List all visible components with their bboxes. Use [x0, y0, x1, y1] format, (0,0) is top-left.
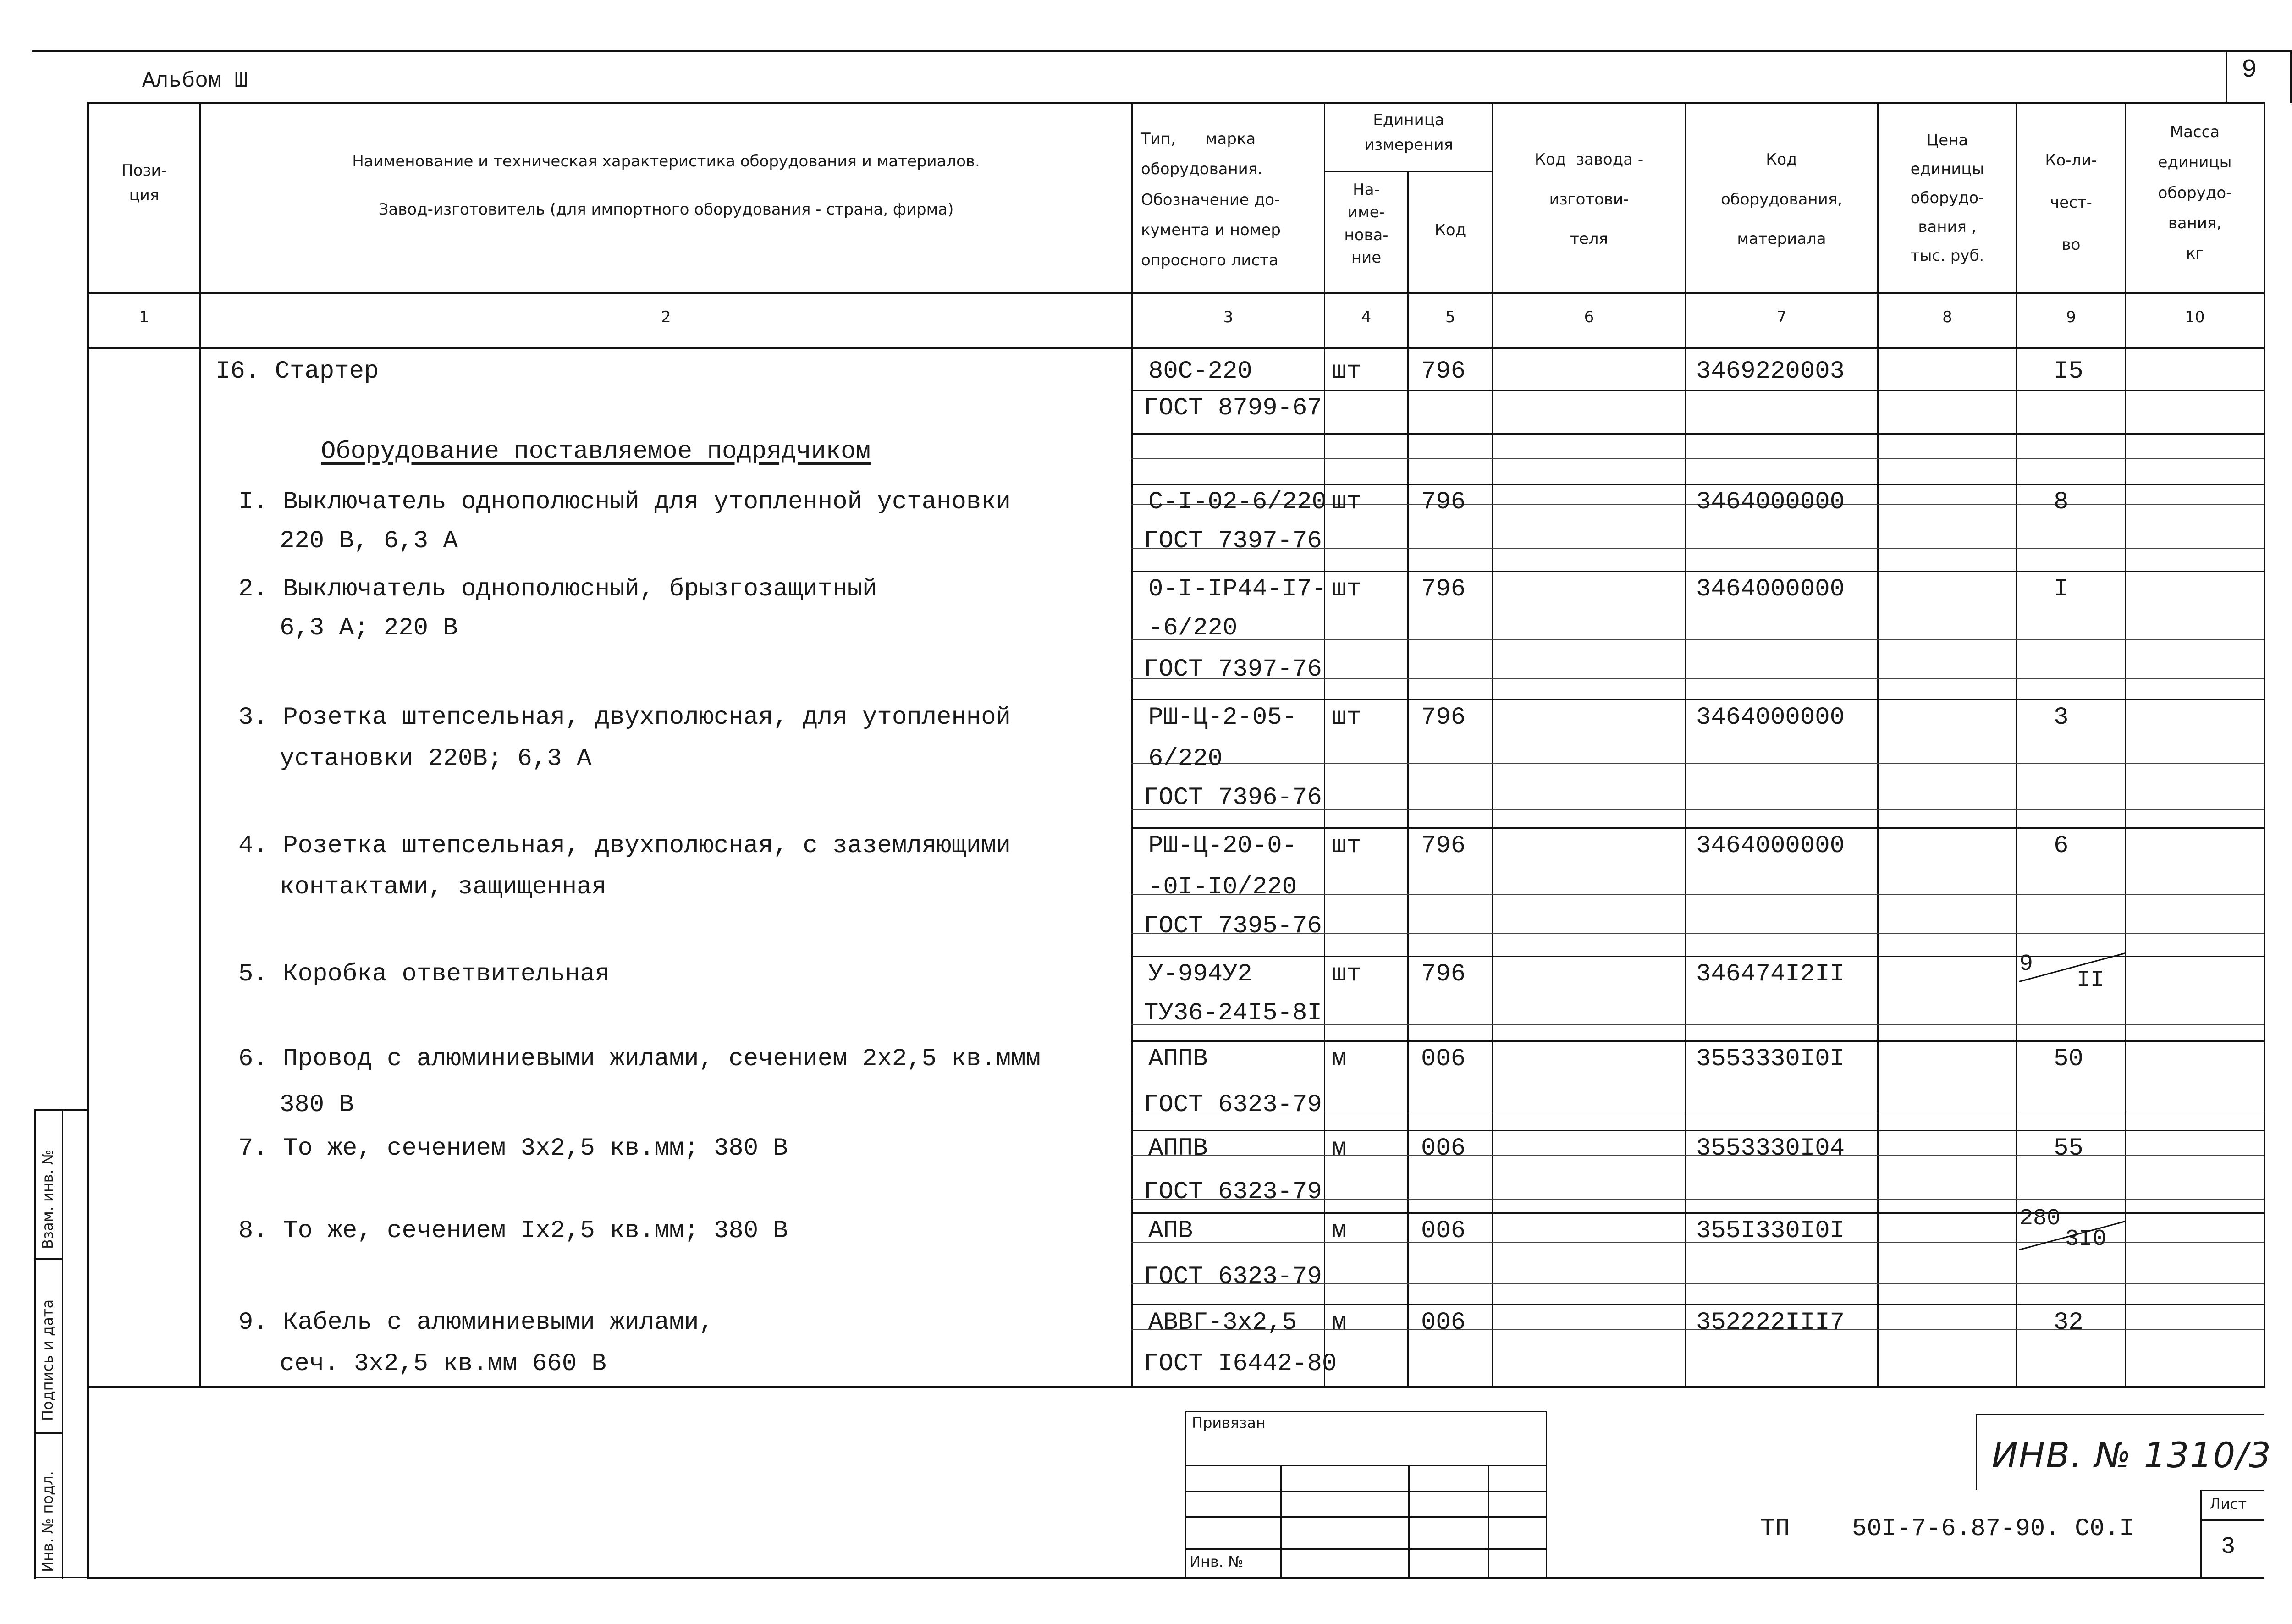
- col-number-2: 2: [661, 308, 671, 326]
- cell-name: 6,3 А; 220 В: [280, 614, 458, 642]
- cell-name: установки 220В; 6,3 А: [280, 745, 592, 773]
- side-label-podpis: Подпись и дата: [39, 1299, 56, 1421]
- cell-name: 7. То же, сечением 3х2,5 кв.мм; 380 В: [238, 1134, 788, 1162]
- cell-name: I6. Стартер: [215, 358, 379, 385]
- cell-code: 006: [1421, 1045, 1466, 1073]
- cell-unit: шт: [1332, 704, 1361, 732]
- header-unit: Единица измерения: [1364, 111, 1454, 154]
- cell-name: Оборудование поставляемое подрядчиком: [321, 438, 871, 466]
- cell-type: ГОСТ 6323-79: [1144, 1178, 1322, 1206]
- fraction-bottom: 3I0: [2065, 1226, 2107, 1252]
- cell-qty: I5: [2054, 358, 2083, 385]
- cell-name: 2. Выключатель однополюсный, брызгозащитный: [238, 575, 877, 603]
- header-factory-code: Код завода - изготови- теля: [1534, 150, 1644, 248]
- cell-name: 380 В: [280, 1091, 354, 1119]
- col-number-8: 8: [1942, 308, 1952, 326]
- cell-type: -6/220: [1148, 614, 1238, 642]
- cell-code: 796: [1421, 575, 1466, 603]
- cell-name: 9. Кабель с алюминиевыми жилами,: [238, 1309, 714, 1337]
- cell-qty: 8: [2054, 488, 2069, 516]
- side-label-inv-podl: Инв. № подл.: [39, 1471, 56, 1572]
- cell-eqcode: 3464000000: [1696, 488, 1845, 516]
- cell-eqcode: 3464000000: [1696, 575, 1845, 603]
- cell-unit: шт: [1332, 358, 1361, 385]
- cell-name: I. Выключатель однополюсный для утопленной установки: [238, 488, 1011, 516]
- cell-code: 796: [1421, 358, 1466, 385]
- cell-type: ГОСТ 7396-76: [1144, 784, 1322, 812]
- cell-type: АВВГ-3х2,5: [1148, 1309, 1297, 1337]
- album-title: Альбом Ш: [142, 69, 248, 94]
- fraction-top: 9: [2019, 951, 2033, 977]
- cell-qty: 55: [2054, 1134, 2083, 1162]
- cell-name: 5. Коробка ответвительная: [238, 960, 610, 988]
- cell-qty: 32: [2054, 1309, 2083, 1337]
- cell-code: 796: [1421, 832, 1466, 860]
- cell-qty: 50: [2054, 1045, 2083, 1073]
- cell-type: АППВ: [1148, 1134, 1208, 1162]
- doc-code: 50I-7-6.87-90. С0.I: [1852, 1515, 2134, 1543]
- cell-type: 80С-220: [1148, 358, 1252, 385]
- cell-unit: м: [1332, 1309, 1347, 1337]
- cell-type: У-994У2: [1148, 960, 1252, 988]
- cell-unit: шт: [1332, 488, 1361, 516]
- cell-code: 796: [1421, 488, 1466, 516]
- header-quantity: Ко-ли- чест- во: [2045, 151, 2097, 254]
- page-corner-number: 9: [2242, 55, 2257, 84]
- doc-code-prefix: ТП: [1760, 1515, 1790, 1543]
- cell-type: РШ-Ц-20-0-: [1148, 832, 1297, 860]
- cell-unit: шт: [1332, 960, 1361, 988]
- header-price: Цена единицы оборудо- вания , тыс. руб.: [1910, 131, 1984, 265]
- col-number-5: 5: [1445, 308, 1455, 326]
- cell-unit: м: [1332, 1217, 1347, 1245]
- col-number-4: 4: [1361, 308, 1372, 326]
- header-unit-name: На- име- нова- ние: [1344, 181, 1388, 267]
- cell-code: 006: [1421, 1217, 1466, 1245]
- cell-name: 4. Розетка штепсельная, двухполюсная, с заземляющими: [238, 832, 1011, 860]
- cell-eqcode: 346474I2II: [1696, 960, 1845, 988]
- fraction-top: 280: [2019, 1206, 2061, 1232]
- cell-eqcode: 3469220003: [1696, 358, 1845, 385]
- cell-eqcode: 3553330I0I: [1696, 1045, 1845, 1073]
- cell-name: 3. Розетка штепсельная, двухполюсная, для утопленной: [238, 704, 1011, 732]
- cell-unit: м: [1332, 1134, 1347, 1162]
- cell-type: 6/220: [1148, 745, 1223, 773]
- cell-name: 220 В, 6,3 А: [280, 527, 458, 555]
- col-number-9: 9: [2066, 308, 2076, 326]
- cell-eqcode: 3553330I04: [1696, 1134, 1845, 1162]
- cell-code: 006: [1421, 1134, 1466, 1162]
- cell-type: РШ-Ц-2-05-: [1148, 704, 1297, 732]
- header-position: Пози- ция: [121, 161, 167, 205]
- col-number-3: 3: [1223, 308, 1234, 326]
- header-unit-code: Код: [1434, 221, 1466, 239]
- cell-unit: шт: [1332, 832, 1361, 860]
- cell-eqcode: 3464000000: [1696, 832, 1845, 860]
- cell-qty: 6: [2054, 832, 2069, 860]
- col-number-6: 6: [1584, 308, 1594, 326]
- cell-eqcode: 352222III7: [1696, 1309, 1845, 1337]
- cell-unit: шт: [1332, 575, 1361, 603]
- cell-name: 8. То же, сечением Iх2,5 кв.мм; 380 В: [238, 1217, 788, 1245]
- cell-type: ТУ36-24I5-8I: [1144, 999, 1322, 1027]
- cell-type: ГОСТ 6323-79: [1144, 1263, 1322, 1291]
- cell-type: ГОСТ 7395-76: [1144, 912, 1322, 940]
- sheet-number: 3: [2221, 1533, 2236, 1560]
- cell-code: 796: [1421, 704, 1466, 732]
- cell-type: -0I-I0/220: [1148, 873, 1297, 901]
- cell-code: 006: [1421, 1309, 1466, 1337]
- cell-type: ГОСТ 8799-67: [1144, 394, 1322, 422]
- cell-type: 0-I-IP44-I7-: [1148, 575, 1327, 603]
- header-name-line2: Завод-изготовитель (для импортного оборудования - страна, фирма): [378, 200, 954, 219]
- inv-no-label: Инв. №: [1190, 1553, 1244, 1570]
- header-name-line1: Наименование и техническая характеристика оборудования и материалов.: [352, 152, 980, 171]
- cell-eqcode: 3464000000: [1696, 704, 1845, 732]
- cell-type: АППВ: [1148, 1045, 1208, 1073]
- cell-name: сеч. 3х2,5 кв.мм 660 В: [280, 1350, 606, 1378]
- col-number-7: 7: [1776, 308, 1787, 326]
- header-equipment-code: Код оборудования, материала: [1720, 150, 1843, 248]
- cell-type: ГОСТ 6323-79: [1144, 1091, 1322, 1119]
- sheet-label: Лист: [2209, 1495, 2247, 1513]
- cell-type: С-I-02-6/220: [1148, 488, 1327, 516]
- col-number-10: 10: [2185, 308, 2205, 326]
- side-label-vzam: Взам. инв. №: [39, 1149, 56, 1249]
- cell-type: ГОСТ 7397-76: [1144, 527, 1322, 555]
- cell-qty: 3: [2054, 704, 2069, 732]
- cell-unit: м: [1332, 1045, 1347, 1073]
- cell-type: ГОСТ I6442-80: [1144, 1350, 1337, 1378]
- cell-qty: I: [2054, 575, 2069, 603]
- cell-eqcode: 355I330I0I: [1696, 1217, 1845, 1245]
- cell-name: 6. Провод с алюминиевыми жилами, сечением 2х2,5 кв.ммм: [238, 1045, 1041, 1073]
- cell-type: АПВ: [1148, 1217, 1193, 1245]
- inventory-number: ИНВ. № 1310/3: [1992, 1435, 2272, 1475]
- privyazan-label: Привязан: [1192, 1414, 1266, 1431]
- cell-code: 796: [1421, 960, 1466, 988]
- cell-name: контактами, защищенная: [280, 873, 606, 901]
- col-number-1: 1: [139, 308, 149, 326]
- header-type: Тип, марка оборудования. Обозначение до- кумента и номер опросного листа: [1141, 130, 1281, 270]
- header-mass: Масса единицы оборудо- вания, кг: [2158, 123, 2232, 263]
- cell-type: ГОСТ 7397-76: [1144, 655, 1322, 683]
- fraction-bottom: II: [2077, 967, 2105, 993]
